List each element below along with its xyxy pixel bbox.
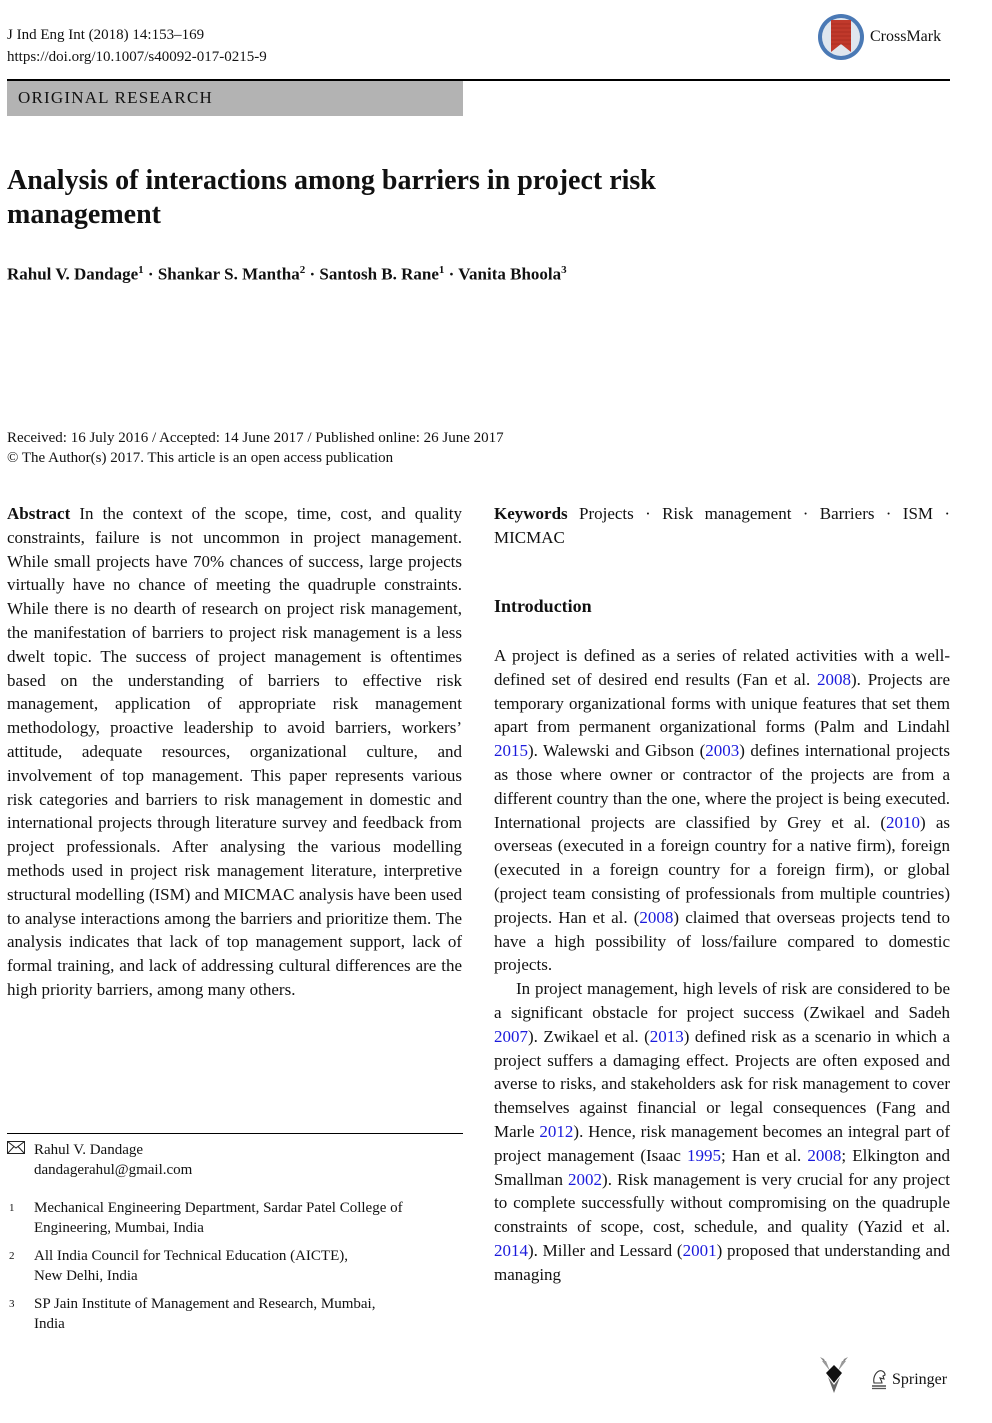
author-name[interactable]: Vanita Bhoola	[458, 264, 562, 284]
citation-link[interactable]: 2015	[494, 741, 528, 761]
paragraph: In project management, high levels of risk are considered to be a significant obstacle for project success (Zwikael and Sadeh 2007). Zwikael et al. (2013) defined risk as a scenario in which a project suffers a damaging effect. Projects are often exposed and averse to risks, and stakeholders ask for risk management to cover themselves against financial or legal consequences (Fang and Marle 2012). Hence, risk management becomes an integral part of project management (Isaac 1995; Han et al. 2008; Elkington and Smallman 2002). Risk management is very crucial for any project to complete successfully without compromising on the quadruple constraints of scope, cost, schedule, and quality (Yazid et al. 2014). Miller and Lessard (2001) proposed that understanding and managing	[494, 979, 951, 1284]
doi-link[interactable]: https://doi.org/10.1007/s40092-017-0215-9	[7, 49, 267, 65]
affiliation-line: India	[34, 1315, 65, 1332]
affiliation-marker: 1	[138, 264, 144, 276]
crossmark-label[interactable]: CrossMark	[870, 28, 942, 45]
affiliation-number: 1	[9, 1202, 15, 1214]
article-type-label: ORIGINAL RESEARCH	[18, 88, 213, 107]
publication-dates	[7, 428, 504, 468]
affiliation-line: SP Jain Institute of Management and Research, Mumbai,	[34, 1296, 376, 1312]
corresponding-author-name: Rahul V. Dandage	[34, 1142, 144, 1158]
paragraph: A project is defined as a series of related activities with a well-defined set of desired end results (Fan et al. 2008). Projects are temporary organizational forms with unique features that set them apart from permanent organizational forms (Palm and Lindahl 2015). Walewski and Gibson (2003) defines international projects as those where owner or contractor of the projects are from a different country than the one, where the project is being executed. International projects are classified by Grey et al. (2010) as overseas (executed in a foreign country for a native firm), foreign (executed in a foreign country for a foreign firm), or global (project team consisting of professionals from multiple countries) projects. Han et al. (2008) claimed that overseas projects tend to have a high possibility of loss/failure compared to domestic projects.	[494, 646, 951, 975]
affiliation-marker: 1	[438, 264, 445, 276]
keywords-label: Keywords	[494, 504, 568, 523]
section-heading-introduction: Introduction	[494, 596, 592, 616]
affiliation-marker: 3	[561, 264, 567, 276]
crossmark-icon[interactable]	[816, 12, 866, 62]
affiliation-line: Engineering, Mumbai, India	[34, 1219, 204, 1236]
affiliation-1	[34, 1199, 454, 1238]
introduction-body	[494, 644, 950, 1287]
keywords	[494, 502, 950, 550]
affiliation-marker: 2	[299, 264, 306, 276]
author-separator: ·	[143, 264, 158, 284]
citation-link[interactable]: 2014	[494, 1240, 528, 1260]
affiliation-number: 2	[9, 1250, 15, 1262]
citation-link[interactable]: 1995	[687, 1145, 722, 1165]
citation-link[interactable]: 2001	[682, 1240, 717, 1260]
envelope-icon	[7, 1141, 25, 1154]
footnote-rule	[7, 1133, 463, 1134]
citation-link[interactable]: 2008	[807, 1145, 842, 1165]
author-separator: ·	[305, 264, 320, 284]
journal-citation: J Ind Eng Int (2018) 14:153–169	[7, 27, 205, 43]
affiliation-line: All India Council for Technical Education (AICTE),	[34, 1248, 348, 1264]
affiliation-2	[34, 1247, 454, 1286]
author-name[interactable]: Santosh B. Rane	[319, 264, 439, 284]
corresponding-author	[34, 1141, 454, 1180]
citation-link[interactable]: 2007	[494, 1026, 528, 1046]
article-title: Analysis of interactions among barriers in project risk management	[7, 165, 656, 230]
author-list	[7, 264, 567, 285]
copyright-line: © The Author(s) 2017. This article is an open access publication	[7, 450, 394, 466]
author-name[interactable]: Shankar S. Mantha	[157, 264, 300, 284]
citation-link[interactable]: 2002	[568, 1169, 603, 1189]
corresponding-author-email[interactable]: dandagerahul@gmail.com	[34, 1161, 193, 1178]
author-separator: ·	[444, 264, 459, 284]
abstract-text: In the context of the scope, time, cost, and quality constraints, failure is not uncommon in project management. While small projects have 70% chances of success, large projects virtually have no chance of meeting the quadruple constraints. While there is no dearth of research on project risk management, the manifestation of barriers to project risk management is a less dwelt topic. The success of project management is oftentimes based on the understanding of barriers to effective risk management, application of appropriate risk management methodology, proactive leadership to avoid barriers, workers’ attitude, adequate resources, organizational culture, and involvement of top management. This paper represents various risk categories and barriers to risk management in domestic and international projects through literature survey and feedback from project professionals. After analysing the various modelling methods used in project risk management literature, interpretive structural modelling (ISM) and MICMAC analysis have been used to analyse interactions among the barriers and prioritize them. The analysis indicates that lack of top management support, lack of formal training, and lack of addressing cultural differences are the high priority barriers, among many others.	[7, 504, 463, 999]
dates-line: Received: 16 July 2016 / Accepted: 14 June 2017 / Published online: 26 June 2017	[7, 430, 504, 446]
affiliation-3	[34, 1295, 454, 1334]
article-type-band	[7, 81, 463, 116]
citation-link[interactable]: 2003	[705, 741, 740, 761]
citation-link[interactable]: 2008	[817, 669, 851, 689]
affiliation-number: 3	[9, 1298, 15, 1310]
university-emblem-icon	[818, 1355, 850, 1395]
citation-link[interactable]: 2010	[886, 812, 921, 832]
affiliation-line: New Delhi, India	[34, 1267, 138, 1284]
citation-link[interactable]: 2008	[639, 907, 674, 927]
abstract-label: Abstract	[7, 504, 71, 523]
affiliation-line: Mechanical Engineering Department, Sardar Patel College of	[34, 1200, 403, 1216]
springer-horse-icon	[870, 1368, 888, 1390]
keywords-text: Projects · Risk management · Barriers · ISM · MICMAC	[494, 504, 950, 547]
publisher-label: Springer	[892, 1371, 948, 1388]
author-name[interactable]: Rahul V. Dandage	[7, 264, 139, 284]
citation-link[interactable]: 2012	[539, 1121, 574, 1141]
citation-link[interactable]: 2013	[649, 1026, 684, 1046]
abstract	[7, 502, 462, 1002]
